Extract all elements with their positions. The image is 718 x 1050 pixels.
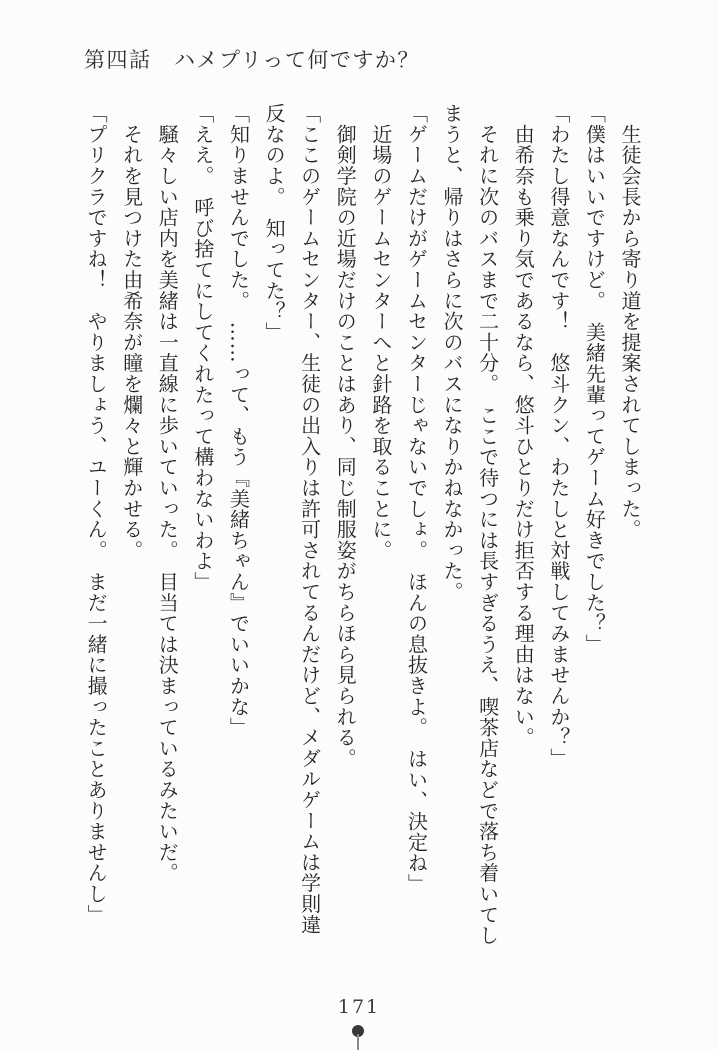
text-column-15: それを見つけた由希奈が瞳を爛々と輝かせる。 <box>119 103 144 561</box>
text-column-6: まうと、帰りはさらに次のバスになりかねなかった。 <box>440 103 465 603</box>
page-text-block <box>78 103 648 971</box>
text-column-5: それに次のバスまで二十分。 ここで待つには長すぎるうえ、喫茶店などで落ち着いてし <box>475 103 500 946</box>
text-column-10: 「ここのゲームセンター、生徒の出入りは許可されてるんだけど、メダルゲームは学則違 <box>297 103 322 935</box>
text-column-1: 生徒会長から寄り道を提案されてしまった。 <box>618 103 642 540</box>
text-column-2: 「僕はいいですけど。 美緒先輩ってゲーム好きでした？」 <box>582 103 607 655</box>
text-column-12: 「知りませんでした。 ……って、もう『美緒ちゃん』でいいかな」 <box>226 103 251 738</box>
text-column-4: 由希奈も乗り気であるなら、悠斗ひとりだけ拒否する理由はない。 <box>511 103 536 748</box>
text-column-3: 「わたし得意なんです！ 悠斗クン、わたしと対戦してみませんか？」 <box>546 103 571 769</box>
running-head: 第四話 ハメプリって何ですか？ <box>84 48 420 72</box>
text-column-14: 騒々しい店内を美緒は一直線に歩いていった。 目当ては決まっているみたいだ。 <box>155 103 180 884</box>
text-column-16: 「プリクラですね！ やりましょう、ユーくん。 まだ一緒に撮ったことありませんし」 <box>84 103 109 925</box>
text-column-7: 「ゲームだけがゲームセンターじゃないでしょ。 ほんの息抜きよ。 はい、決定ね」 <box>404 103 429 895</box>
text-column-11: 反なのよ。 知ってた？」 <box>262 103 287 343</box>
text-column-9: 御剣学院の近場だけのことはあり、同じ制服姿がちらほら見られる。 <box>333 103 358 769</box>
footer-line-mark <box>357 1034 359 1050</box>
text-column-13: 「ええ。 呼び捨てにしてくれたって構わないわよ」 <box>190 103 215 593</box>
text-column-8: 近場のゲームセンターへと針路を取ることに。 <box>368 103 393 561</box>
page-number: 171 <box>337 996 381 1018</box>
